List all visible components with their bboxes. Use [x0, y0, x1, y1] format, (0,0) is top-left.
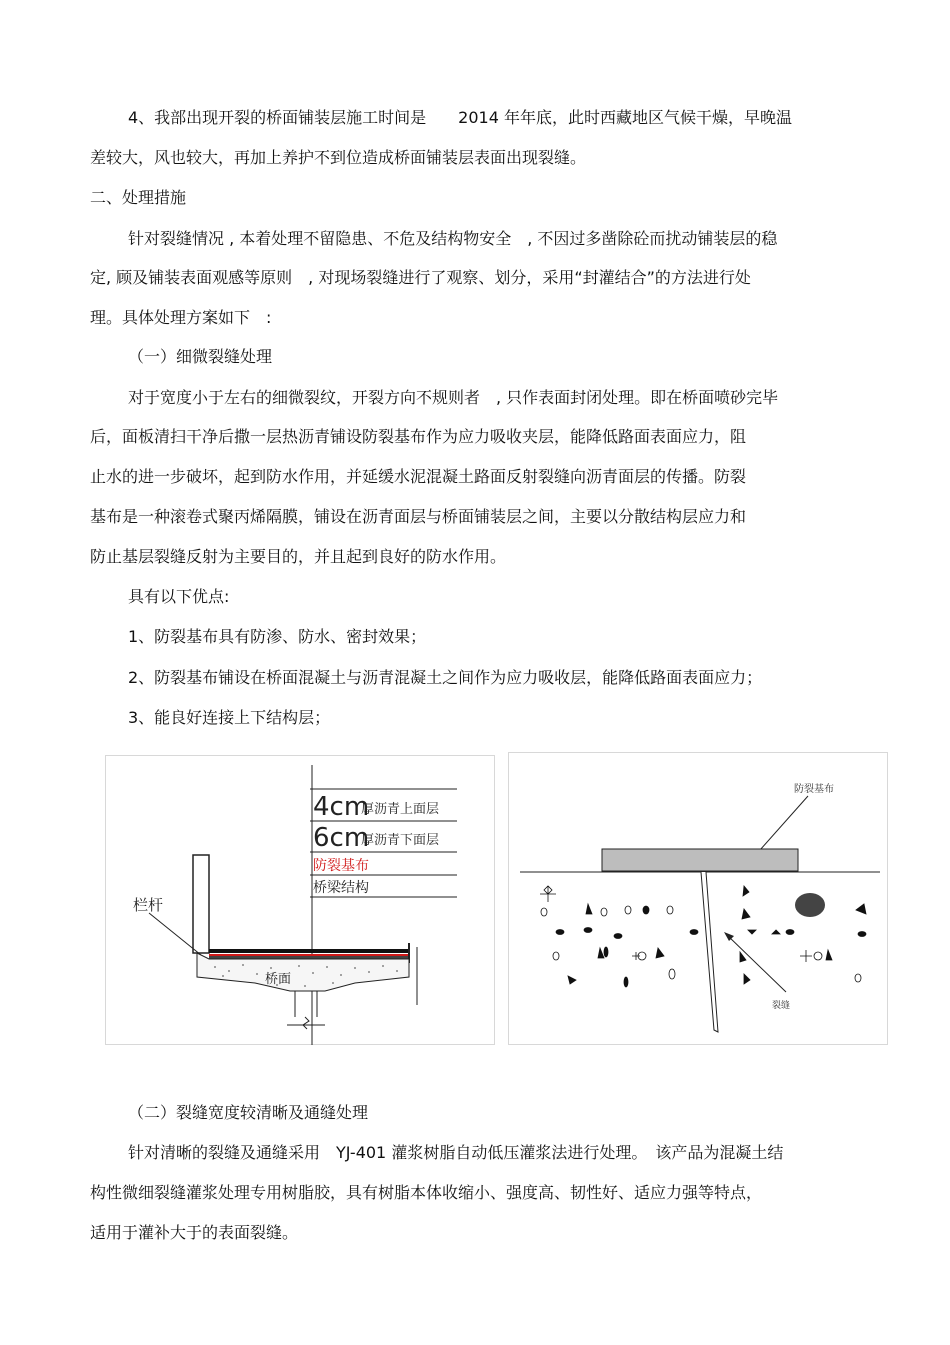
figure-crack-fabric [508, 752, 888, 1045]
label-bridge-structure: 桥梁结构 [313, 880, 369, 896]
crack-fabric-svg [508, 752, 888, 1045]
label-6cm: 6cm [313, 823, 370, 853]
para3-line4: 基布是一种滚卷式聚丙烯隔膜，铺设在沥青面层与桥面铺装层之间，主要以分散结构层应力和 [90, 507, 747, 526]
para2-line1: 针对裂缝情况 , 本着处理不留隐患、不危及结构物安全 , 不因过多凿除砼而扰动铺装层的稳 [128, 229, 778, 248]
section-heading-measures: 二、处理措施 [90, 188, 187, 207]
label-deck: 桥面 [265, 972, 292, 987]
list-item-3: 3、能良好连接上下结构层； [128, 708, 331, 727]
para2-line3: 理。具体处理方案如下 : [90, 308, 272, 327]
para1-line2: 差较大，风也较大，再加上养护不到位造成桥面铺装层表面出现裂缝。 [90, 148, 587, 167]
para3-line3: 止水的进一步破坏，起到防水作用，并延缓水泥混凝土路面反射裂缝向沥青面层的传播。防裂 [90, 467, 747, 486]
deck-cross-section-svg [105, 755, 495, 1045]
list-item-2: 2、防裂基布铺设在桥面混凝土与沥青混凝土之间作为应力吸收层，能降低路面表面应力； [128, 668, 763, 687]
para4-line3: 适用于灌补大于的表面裂缝。 [90, 1223, 299, 1242]
para3-line2: 后，面板清扫干净后撒一层热沥青铺设防裂基布作为应力吸收夹层，能降低路面表面应力，阻 [90, 427, 747, 446]
label-6cm-layer: 厚沥青下面层 [361, 833, 440, 848]
label-railing: 栏杆 [133, 896, 164, 914]
subheading-clear-cracks: （二）裂缝宽度较清晰及通缝处理 [128, 1103, 369, 1122]
para2-line2: 定, 顾及铺装表面观感等原则 , 对现场裂缝进行了观察、划分，采用“封灌结合”的方法进行处 [90, 268, 751, 287]
figure-deck-cross-section [105, 755, 495, 1045]
para3-line5: 防止基层裂缝反射为主要目的，并且起到良好的防水作用。 [90, 547, 507, 566]
label-4cm-layer: 厚沥青上面层 [361, 802, 440, 817]
label-anti-crack-fabric: 防裂基布 [313, 858, 369, 874]
para1-line1: 4、我部出现开裂的桥面铺装层施工时间是 2014 年年底，此时西藏地区气候干燥，早晚温 [128, 108, 792, 127]
para3-line1: 对于宽度小于左右的细微裂纹，开裂方向不规则者 , 只作表面封闭处理。即在桥面喷砂完毕 [128, 388, 779, 407]
advantages-intro: 具有以下优点: [128, 587, 230, 606]
label-crack: 裂缝 [772, 1001, 791, 1011]
subheading-fine-cracks: （一）细微裂缝处理 [128, 347, 273, 366]
label-fabric-right: 防裂基布 [794, 784, 834, 795]
list-item-1: 1、防裂基布具有防渗、防水、密封效果； [128, 627, 427, 646]
para4-line1: 针对清晰的裂缝及通缝采用 YJ-401 灌浆树脂自动低压灌浆法进行处理。 该产品为混凝土结 [128, 1143, 784, 1162]
para4-line2: 构性微细裂缝灌浆处理专用树脂胶，具有树脂本体收缩小、强度高、韧性好、适应力强等特点， [90, 1183, 763, 1202]
label-4cm: 4cm [313, 792, 370, 822]
